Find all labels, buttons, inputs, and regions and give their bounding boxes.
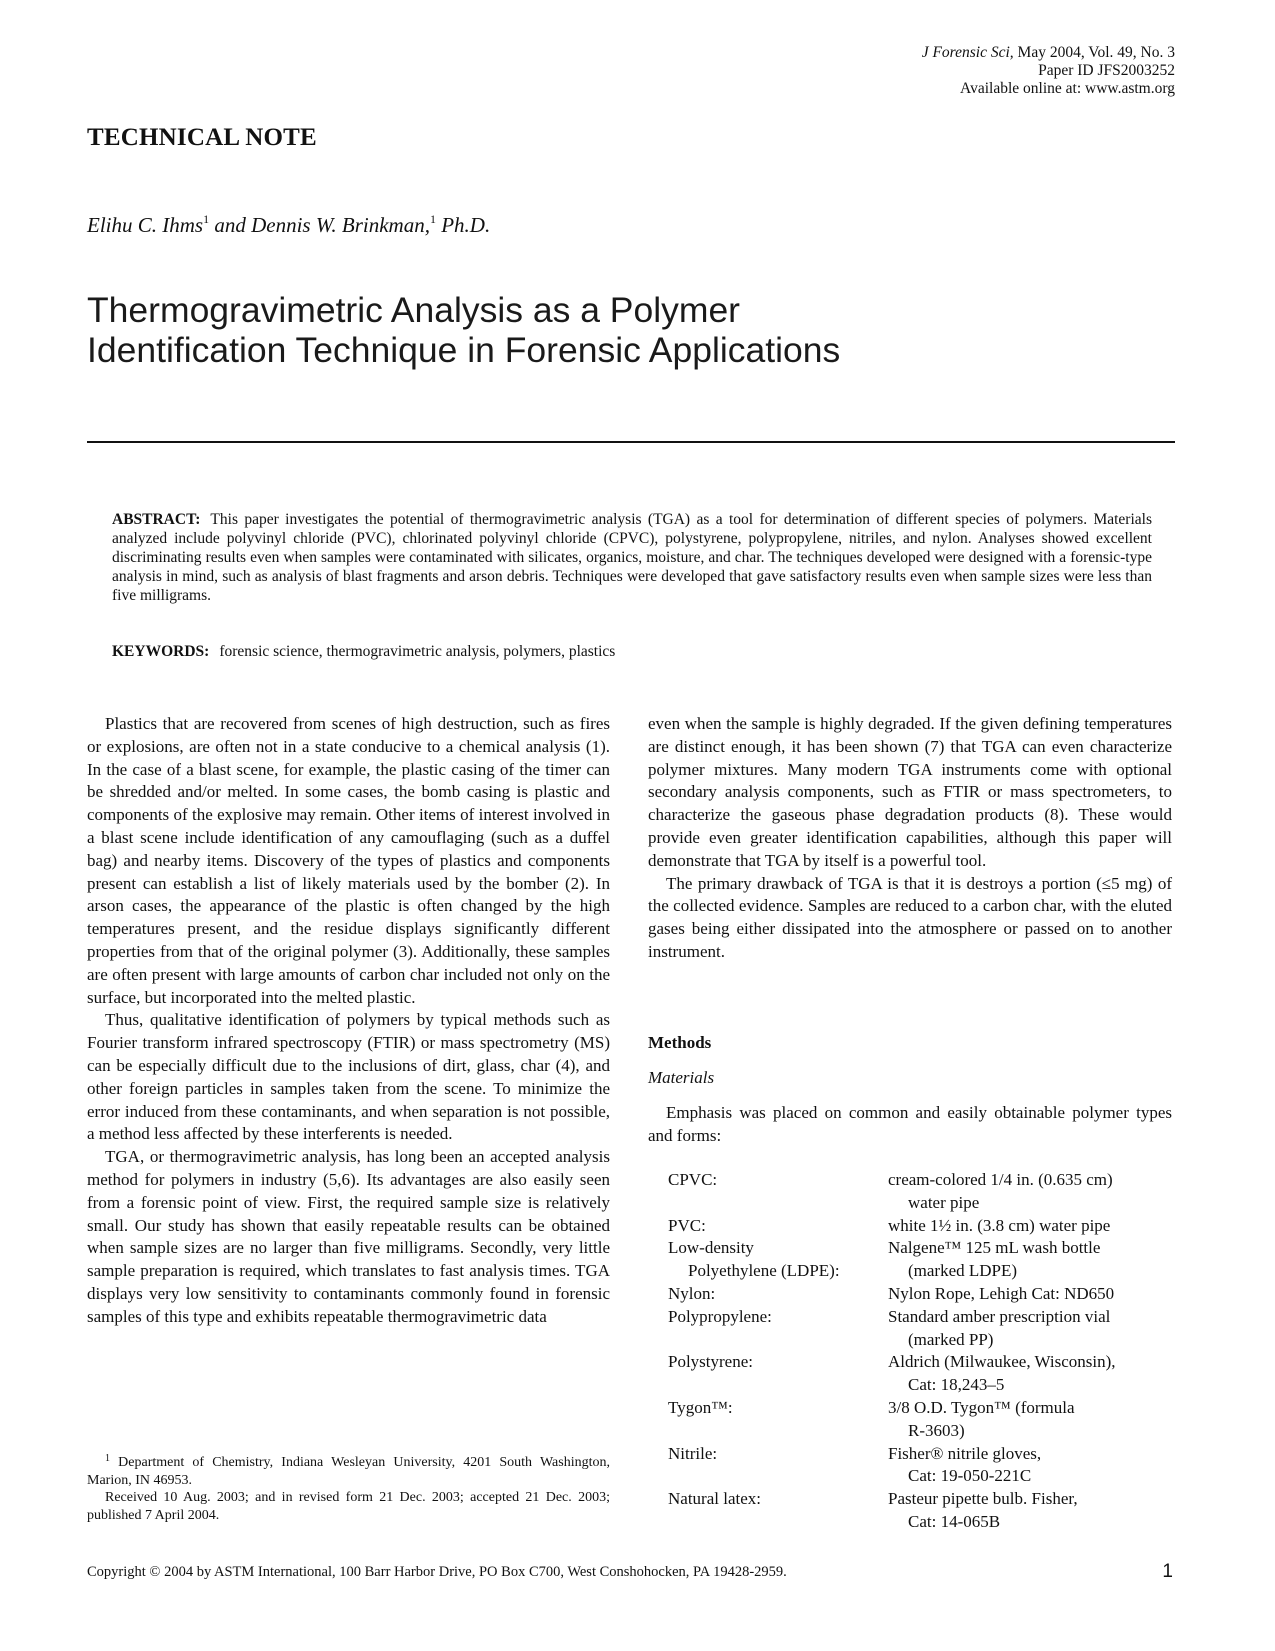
abstract-text: This paper investigates the potential of thermogravimetric analysis (TGA) as a tool for determination of different species of polymers. Materials analyzed include polyvinyl chloride (PVC), chlorinated polyvinyl chloride (CPVC), polystyrene, polypropylene, nitriles, and nylon. Analyses showed excellent discriminating results even when samples were contaminated with silicates, organics, moisture, and char. The techniques developed were designed with a forensic-type analysis in mind, such as analysis of blast fragments and arson debris. Techniques were developed that gave satisfactory results even when sample sizes were less than five milligrams. <box>112 511 1152 604</box>
material-description: Standard amber prescription vial (marked PP) <box>888 1306 1111 1349</box>
journal-header <box>655 44 1175 98</box>
journal-citation <box>655 44 1175 62</box>
page-number: 1 <box>1162 1561 1173 1582</box>
body-paragraph: The primary drawback of TGA is that it is destroys a portion (≤5 mg) of the collected evidence. Samples are reduced to a carbon char, with the eluted gases being either dissipated into the atmosphere or passed on to another instrument. <box>648 873 1172 961</box>
journal-name: J Forensic Sci, <box>921 44 1014 61</box>
body-paragraph: Plastics that are recovered from scenes of high destruction, such as fires or explosions, are often not in a state conducive to a chemical analysis (1). In the case of a blast scene, for example, the plastic casing of the timer can be shredded and/or melted. In some cases, the bomb casing is plastic and components of the explosive may remain. Other items of interest involved in a blast scene include identification of any camouflaging (such as a duffel bag) and nearby items. Discovery of the types of plastics and components present can establish a list of likely materials used by the bomber (2). In arson cases, the appearance of the plastic is often changed by the high temperatures present, and the residue displays significantly different properties from that of the original polymer (3). Additionally, these samples are often present with large amounts of carbon char included not only on the surface, but incorporated into the melted plastic. <box>87 714 610 1007</box>
material-row <box>668 1169 1188 1215</box>
material-row <box>668 1215 1188 1238</box>
title-line-1: Thermogravimetric Analysis as a Polymer <box>87 290 741 330</box>
material-row <box>668 1488 1188 1534</box>
title-line-2: Identification Technique in Forensic Applications <box>87 330 841 370</box>
material-name: Polystyrene: <box>668 1352 753 1372</box>
material-row <box>668 1443 1188 1489</box>
material-name: Polypropylene: <box>668 1306 772 1326</box>
body-paragraph: Thus, qualitative identification of polymers by typical methods such as Fourier transform infrared spectroscopy (FTIR) or mass spectrometry (MS) can be especially difficult due to the inclusions of dirt, glass, char (4), and other foreign particles in samples taken from the scene. To minimize the error induced from these contaminants, and when separation is not possible, a method less affected by these interferents is needed. <box>87 1010 610 1144</box>
material-description: 3/8 O.D. Tygon™ (formula R-3603) <box>888 1397 1075 1440</box>
affiliation-footnote <box>87 1454 610 1489</box>
affiliation-text: Department of Chemistry, Indiana Wesleyan University, 4201 South Washington, Marion, IN 46953. <box>87 1455 610 1488</box>
material-row <box>668 1351 1188 1397</box>
footnote-mark: 1 <box>105 1453 110 1464</box>
material-name: Nitrile: <box>668 1443 718 1463</box>
footnotes <box>87 1454 610 1524</box>
material-row <box>668 1283 1188 1306</box>
materials-intro-text: Emphasis was placed on common and easily obtainable polymer types and forms: <box>648 1103 1172 1145</box>
material-description: Aldrich (Milwaukee, Wisconsin), Cat: 18,243–5 <box>888 1352 1116 1395</box>
material-name: Natural latex: <box>668 1489 761 1509</box>
material-name: Tygon™: <box>668 1397 733 1417</box>
body-column-right <box>648 713 1172 964</box>
material-name: PVC: <box>668 1215 706 1235</box>
copyright-footer: Copyright © 2004 by ASTM International, 100 Barr Harbor Drive, PO Box C700, West Conshohocken, PA 19428-2959. <box>87 1564 787 1580</box>
body-column-left <box>87 713 610 1329</box>
materials-list <box>668 1169 1188 1534</box>
material-name: CPVC: <box>668 1170 718 1189</box>
journal-issue: May 2004, Vol. 49, No. 3 <box>1017 44 1175 61</box>
author-degree: Ph.D. <box>441 213 491 237</box>
material-row <box>668 1306 1188 1352</box>
methods-heading: Methods <box>648 1033 712 1052</box>
abstract <box>112 510 1152 605</box>
keywords-label: KEYWORDS: <box>112 643 210 660</box>
author-joiner: and Dennis W. Brinkman, <box>214 213 430 237</box>
keywords <box>112 642 1152 661</box>
title-divider <box>87 441 1175 443</box>
paper-title <box>87 290 1087 370</box>
paper-id: Paper ID JFS2003252 <box>1038 62 1175 79</box>
body-paragraph: even when the sample is highly degraded. If the given defining temperatures are distinct enough, it has been shown (7) that TGA can even characterize polymer mixtures. Many modern TGA instruments come with optional secondary analysis components, such as FTIR or mass spectrometers, to characterize the gaseous phase degradation products (8). These would provide even greater identification capabilities, although this paper will demonstrate that TGA by itself is a powerful tool. <box>648 714 1172 870</box>
material-row <box>668 1397 1188 1443</box>
received-footnote: Received 10 Aug. 2003; and in revised form 21 Dec. 2003; accepted 21 Dec. 2003; published 7 April 2004. <box>87 1490 610 1523</box>
materials-subheading: Materials <box>648 1068 715 1087</box>
material-description: Nylon Rope, Lehigh Cat: ND650 <box>888 1283 1115 1303</box>
author-2-footnote-mark: 1 <box>429 212 436 226</box>
authors-line <box>87 213 490 238</box>
material-description: Fisher® nitrile gloves, Cat: 19-050-221C <box>888 1443 1042 1486</box>
materials-intro <box>648 1102 1172 1148</box>
keywords-text: forensic science, thermogravimetric analysis, polymers, plastics <box>219 643 616 660</box>
material-description: white 1½ in. (3.8 cm) water pipe <box>888 1215 1111 1235</box>
author-1-footnote-mark: 1 <box>203 212 210 226</box>
abstract-label: ABSTRACT: <box>112 511 201 528</box>
author-1: Elihu C. Ihms <box>87 213 204 237</box>
material-description: Nalgene™ 125 mL wash bottle (marked LDPE) <box>888 1238 1101 1281</box>
material-description: Pasteur pipette bulb. Fisher, Cat: 14-065B <box>888 1489 1078 1531</box>
material-row <box>668 1237 1188 1283</box>
material-name: Nylon: <box>668 1283 716 1303</box>
body-paragraph: TGA, or thermogravimetric analysis, has long been an accepted analysis method for polymers in industry (5,6). Its advantages are also easily seen from a forensic point of view. First, the required sample size is relatively small. Our study has shown that easily repeatable results can be obtained when sample sizes are no larger than five milligrams. Secondly, very little sample preparation is required, which translates to fast analysis times. TGA displays very low sensitivity to contaminants commonly found in forensic samples of this type and exhibits repeatable thermogravimetric data <box>87 1147 610 1326</box>
availability: Available online at: www.astm.org <box>960 80 1175 97</box>
material-description: cream-colored 1/4 in. (0.635 cm) water pipe <box>888 1170 1113 1212</box>
material-name: Low-density Polyethylene (LDPE): <box>668 1238 840 1281</box>
section-label: TECHNICAL NOTE <box>87 124 317 151</box>
